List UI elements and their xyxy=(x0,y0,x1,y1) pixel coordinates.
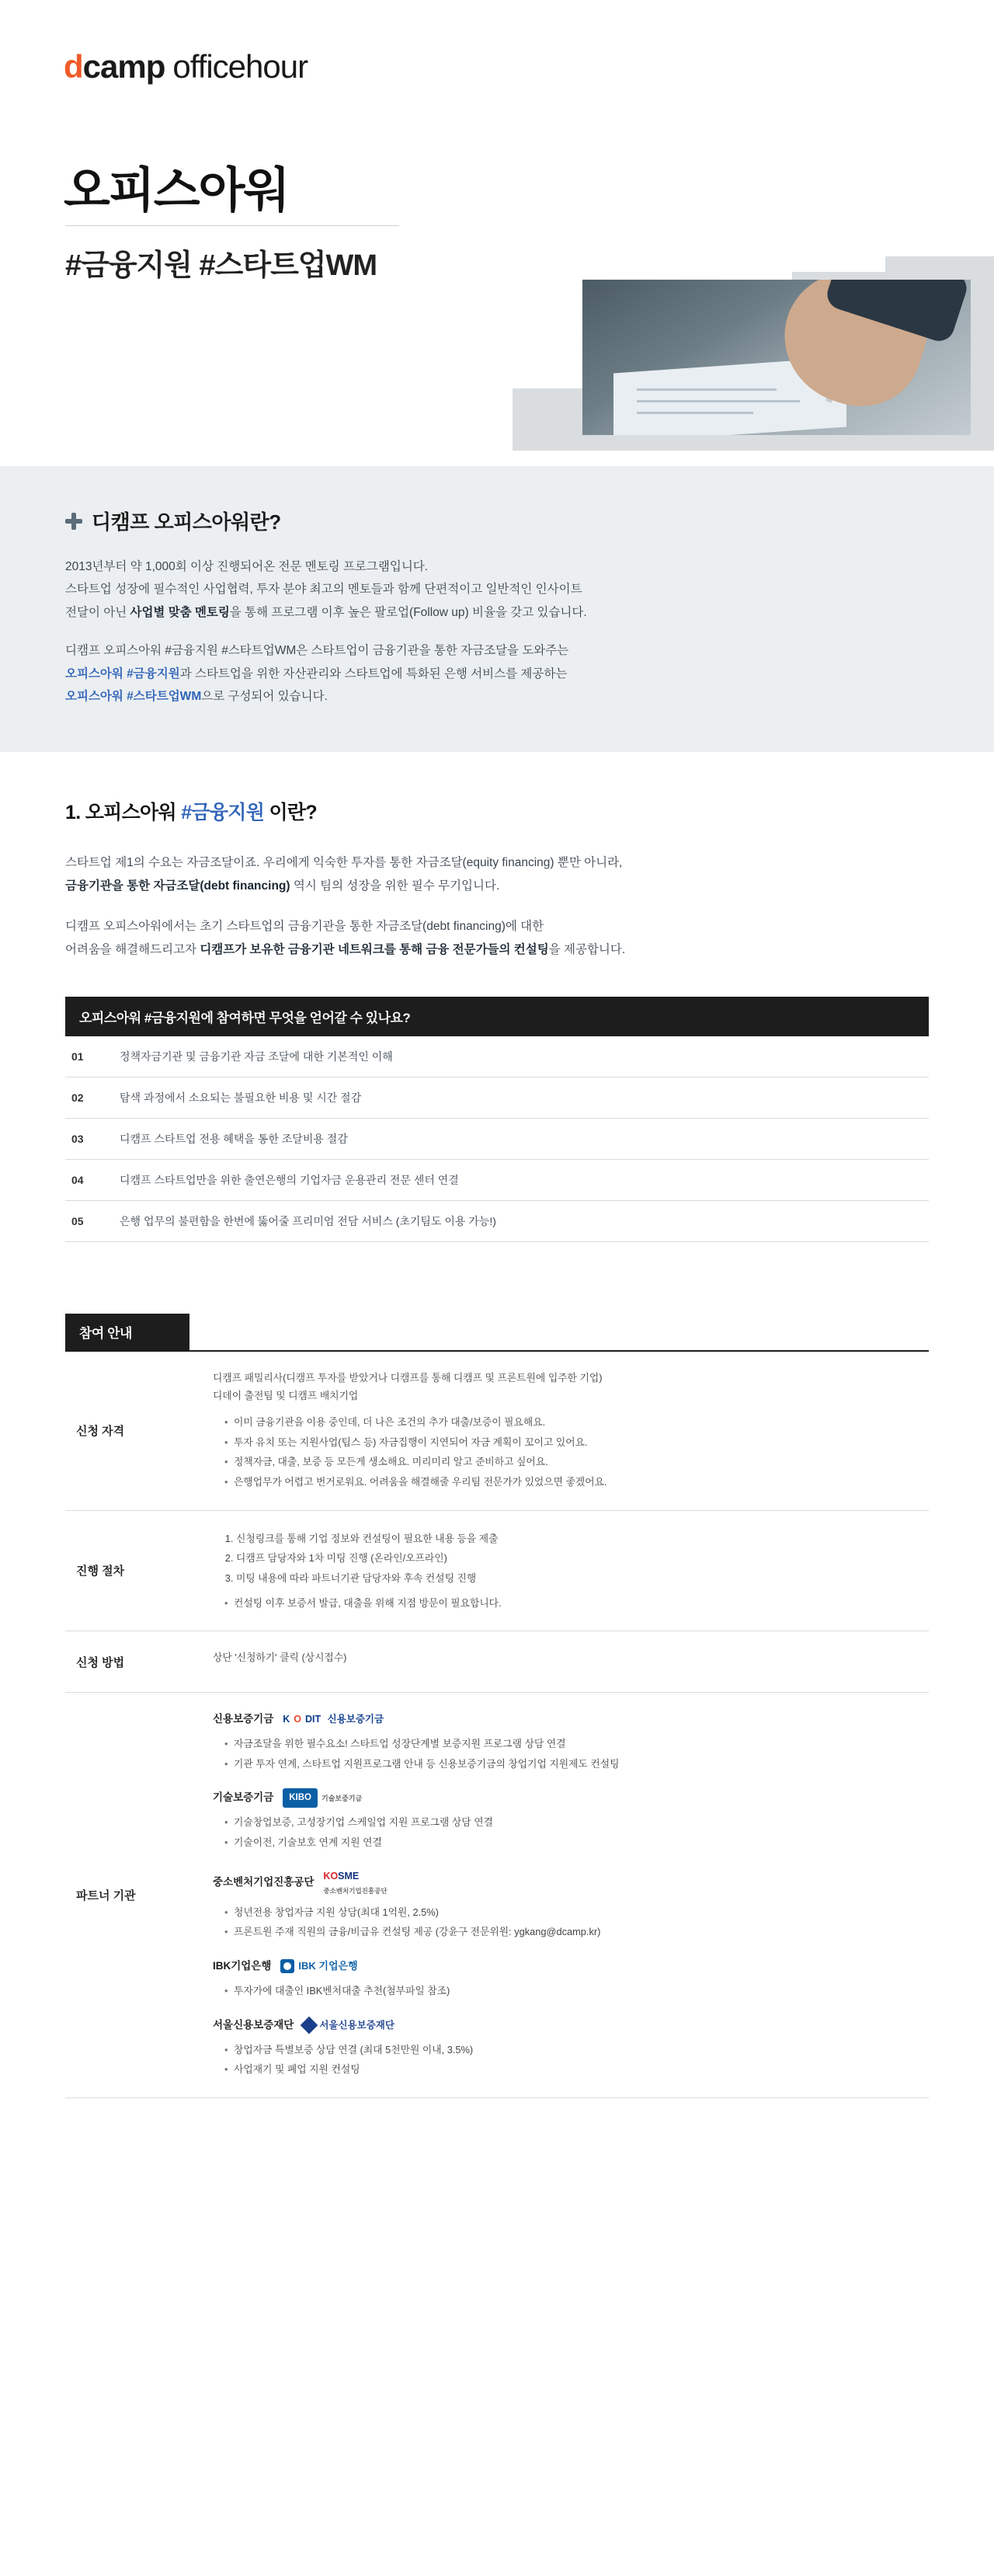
partner-block xyxy=(213,1710,929,1773)
partner-block xyxy=(213,1788,929,1852)
logo-d: d xyxy=(64,48,83,85)
benefit-row xyxy=(65,1036,929,1077)
plus-icon xyxy=(65,513,82,530)
benefit-number: 02 xyxy=(71,1091,84,1104)
partner-head xyxy=(213,2016,929,2035)
guide-row-body xyxy=(213,1528,929,1614)
partner-logo: KIBO 기술보증기금 xyxy=(283,1788,362,1808)
partner-name: 서울신용보증재단 xyxy=(213,2018,294,2031)
guide-ordered-item: 1. 신청링크를 통해 기업 정보와 컨설팅이 필요한 내용 등을 제출 xyxy=(236,1530,929,1548)
benefit-number: 01 xyxy=(71,1050,84,1063)
partner-name: 중소벤처기업진흥공단 xyxy=(213,1875,315,1888)
partner-block xyxy=(213,2016,929,2079)
guide-row-partners xyxy=(65,1693,929,2098)
partner-head xyxy=(213,1868,929,1898)
partner-bullet-item: • 기관 투자 연계, 스타트업 지원프로그램 안내 등 신용보증기금의 창업기업 지원제도 컨설팅 xyxy=(224,1755,929,1774)
section-1-title-pre: 오피스아워 xyxy=(85,801,182,823)
partner-block xyxy=(213,1868,929,1941)
partner-bullet-item: • 창업자금 특별보증 상담 연결 (최대 5천만원 이내, 3.5%) xyxy=(224,2041,929,2059)
benefit-text: 정책자금기관 및 금융기관 자금 조달에 대한 기본적인 이해 xyxy=(120,1050,393,1063)
intro-p1-line1: 2013년부터 약 1,000회 이상 진행되어온 전문 멘토링 프로그램입니다. xyxy=(65,560,429,573)
logo-camp: camp xyxy=(82,48,165,85)
partner-logo: 서울신용보증재단 xyxy=(303,2017,394,2035)
guide-bullet-list xyxy=(213,1413,929,1492)
guide-bullet-item: • 이미 금융기관을 이용 중인데, 더 나은 조건의 추가 대출/보증이 필요해요. xyxy=(224,1413,929,1432)
guide-header: 참여 안내 xyxy=(65,1314,189,1350)
partner-bullet-list xyxy=(213,1813,929,1851)
sec1-p2-line2-pre: 어려움을 해결해드리고자 xyxy=(65,943,200,957)
guide-label-partners: 파트너 기관 xyxy=(76,1888,136,1902)
partner-name: 신용보증기금 xyxy=(213,1712,274,1725)
intro-p2-line1: 디캠프 오피스아워 #금융지원 #스타트업WM은 스타트업이 금융기관을 통한 자금조달을 도와주는 xyxy=(65,644,569,658)
partner-bullet-list xyxy=(213,1903,929,1941)
benefit-text: 탐색 과정에서 소요되는 불필요한 비용 및 시간 절감 xyxy=(120,1091,362,1104)
intro-heading-text: 디캠프 오피스아워란? xyxy=(92,510,281,534)
benefit-number: 04 xyxy=(71,1173,84,1186)
partner-name: IBK기업은행 xyxy=(213,1960,272,1972)
sec1-p2-line2-bold: 디캠프가 보유한 금융기관 네트워크를 통해 금융 전문가들의 컨설팅 xyxy=(200,943,549,957)
guide-plain-text: 디캠프 패밀리사(디캠프 투자를 받았거나 디캠프를 통해 디캠프 및 프론트원에 입주한 기업) 디데이 출전팀 및 디캠프 배치기업 xyxy=(213,1371,603,1402)
partner-bullet-item: • 기술창업보증, 고성장기업 스케일업 지원 프로그램 상담 연결 xyxy=(224,1813,929,1832)
intro-section xyxy=(0,466,994,752)
guide-bullet-item: • 투자 유치 또는 지원사업(팁스 등) 자금집행이 지연되어 자금 계획이 꼬이고 있어요. xyxy=(224,1433,929,1452)
logo-officehour: officehour xyxy=(172,48,308,85)
guide-bullet-list xyxy=(213,1594,929,1613)
hero-photo xyxy=(582,280,971,435)
intro-paragraph-2 xyxy=(65,639,929,708)
participation-guide-section xyxy=(65,1314,929,2098)
guide-row-label: 신청 자격 xyxy=(76,1425,125,1439)
section-1-title-post: 이란? xyxy=(264,801,317,823)
intro-p1-line3-bold: 사업별 맞춤 멘토링 xyxy=(130,605,230,619)
intro-heading xyxy=(65,506,929,535)
partner-list xyxy=(213,1710,929,2080)
guide-row-label: 진행 절차 xyxy=(76,1565,125,1579)
intro-p2-line2-highlight: 오피스아워 #금융지원 xyxy=(65,667,180,681)
benefit-number: 03 xyxy=(71,1132,84,1145)
intro-p1-line2: 스타트업 성장에 필수적인 사업협력, 투자 분야 최고의 멘토들과 함께 단편적이고 일반적인 인사이트 xyxy=(65,583,582,597)
partner-bullet-item: • 자금조달을 위한 필수요소! 스타트업 성장단계별 보증지원 프로그램 상담 연결 xyxy=(224,1735,929,1753)
partner-bullet-list xyxy=(213,1735,929,1773)
section-1-number: 1. xyxy=(65,801,81,823)
partner-bullet-item: • 투자가에 대출인 IBK벤처대출 추천(첨부파일 참조) xyxy=(224,1982,929,2000)
hero-divider xyxy=(65,225,399,226)
guide-ordered-item: 2. 디캠프 담당자와 1차 미팅 진행 (온라인/오프라인) xyxy=(236,1549,929,1568)
section-1-paragraph-2 xyxy=(65,915,929,962)
section-finance-support xyxy=(0,752,994,963)
intro-p1-line3-post: 을 통해 프로그램 이후 높은 팔로업(Follow up) 비율을 갖고 있습니다. xyxy=(229,605,587,619)
sec1-p1-line2-bold: 금융기관을 통한 자금조달(debt financing) xyxy=(65,879,290,893)
guide-bullet-item: • 컨설팅 이후 보증서 발급, 대출을 위해 지점 방문이 필요합니다. xyxy=(224,1594,929,1613)
guide-row xyxy=(65,1631,929,1693)
page-subtitle: #금융지원 #스타트업WM xyxy=(65,249,377,282)
partner-bullet-item: • 기술이전, 기술보호 연계 지원 연결 xyxy=(224,1833,929,1852)
guide-rows xyxy=(65,1352,929,1693)
intro-p1-line3-pre: 전달이 아닌 xyxy=(65,605,130,619)
section-1-title xyxy=(65,797,929,825)
hero-section xyxy=(0,0,994,466)
benefits-list xyxy=(65,1036,929,1242)
guide-row-label: 신청 방법 xyxy=(76,1655,125,1669)
benefit-number: 05 xyxy=(71,1214,84,1227)
partner-bullet-list xyxy=(213,2041,929,2079)
guide-row-body xyxy=(213,1648,929,1675)
partner-bullet-item: • 사업재기 및 폐업 지원 컨설팅 xyxy=(224,2060,929,2079)
intro-p2-line2-rest: 과 스타트업을 위한 자산관리와 스타트업에 특화된 은행 서비스를 제공하는 xyxy=(179,667,568,681)
partner-head xyxy=(213,1710,929,1729)
guide-ordered-item: 3. 미팅 내용에 따라 파트너기관 담당자와 후속 컨설팅 진행 xyxy=(236,1569,929,1588)
partner-name: 기술보증기금 xyxy=(213,1791,274,1804)
guide-bullet-item: • 정책자금, 대출, 보증 등 모든게 생소해요. 미리미리 알고 준비하고 싶어요. xyxy=(224,1453,929,1471)
partner-head xyxy=(213,1788,929,1808)
benefit-text: 디캠프 스타트업 전용 혜택을 통한 조달비용 절감 xyxy=(120,1132,348,1145)
benefit-text: 디캠프 스타트업만을 위한 출연은행의 기업자금 운용관리 전문 센터 연결 xyxy=(120,1173,459,1186)
benefit-text: 은행 업무의 불편함을 한번에 뚫어줄 프리미엄 전담 서비스 (초기팀도 이용 가능!) xyxy=(120,1214,496,1227)
intro-p2-line3-rest: 으로 구성되어 있습니다. xyxy=(201,690,328,704)
section-1-paragraph-1 xyxy=(65,851,929,898)
guide-row xyxy=(65,1352,929,1511)
sec1-p1-line1: 스타트업 제1의 수요는 자금조달이죠. 우리에게 익숙한 투자를 통한 자금조달(equity financing) 뿐만 아니라, xyxy=(65,855,623,869)
benefit-row xyxy=(65,1201,929,1242)
page-title: 오피스아워 xyxy=(64,164,289,218)
guide-bullet-item: • 은행업무가 어렵고 번거로워요. 어려움을 해결해줄 우리팀 전문가가 있었으면 좋겠어요. xyxy=(224,1473,929,1492)
brand-logo xyxy=(64,48,308,85)
benefit-row xyxy=(65,1077,929,1119)
section-1-title-hash: #금융지원 xyxy=(181,801,265,823)
partner-bullet-list xyxy=(213,1982,929,2000)
intro-paragraph-1 xyxy=(65,555,929,624)
partner-logo: K O DIT 신용보증기금 xyxy=(283,1713,384,1725)
benefits-header: 오피스아워 #금융지원에 참여하면 무엇을 얻어갈 수 있나요? xyxy=(65,997,929,1036)
guide-row xyxy=(65,1511,929,1632)
partner-logo: IBK 기업은행 xyxy=(280,1957,357,1976)
benefit-row xyxy=(65,1119,929,1160)
partner-bullet-item: • 청년전용 창업자금 지원 상담(최대 1억원, 2.5%) xyxy=(224,1903,929,1922)
partner-logo: KOSME 중소벤처기업진흥공단 xyxy=(323,1870,388,1895)
sec1-p2-line1: 디캠프 오피스아워에서는 초기 스타트업의 금융기관을 통한 자금조달(debt financing)에 대한 xyxy=(65,920,544,934)
partner-head xyxy=(213,1957,929,1976)
guide-row-body xyxy=(213,1369,929,1493)
sec1-p1-line2-rest: 역시 팀의 성장을 위한 필수 무기입니다. xyxy=(290,879,500,893)
benefits-section xyxy=(65,997,929,1242)
partner-block xyxy=(213,1957,929,2000)
intro-p2-line3-highlight: 오피스아워 #스타트업WM xyxy=(65,690,202,704)
sec1-p2-line2-post: 을 제공합니다. xyxy=(548,943,626,957)
partner-bullet-item: • 프론트원 주재 직원의 금융/비급유 컨설팅 제공 (강윤구 전문위원: ygkang@dcamp.kr) xyxy=(224,1923,929,1941)
benefit-row xyxy=(65,1160,929,1201)
guide-plain-text: 상단 '신청하기' 클릭 (상시접수) xyxy=(213,1652,347,1664)
guide-ordered-list xyxy=(213,1530,929,1588)
